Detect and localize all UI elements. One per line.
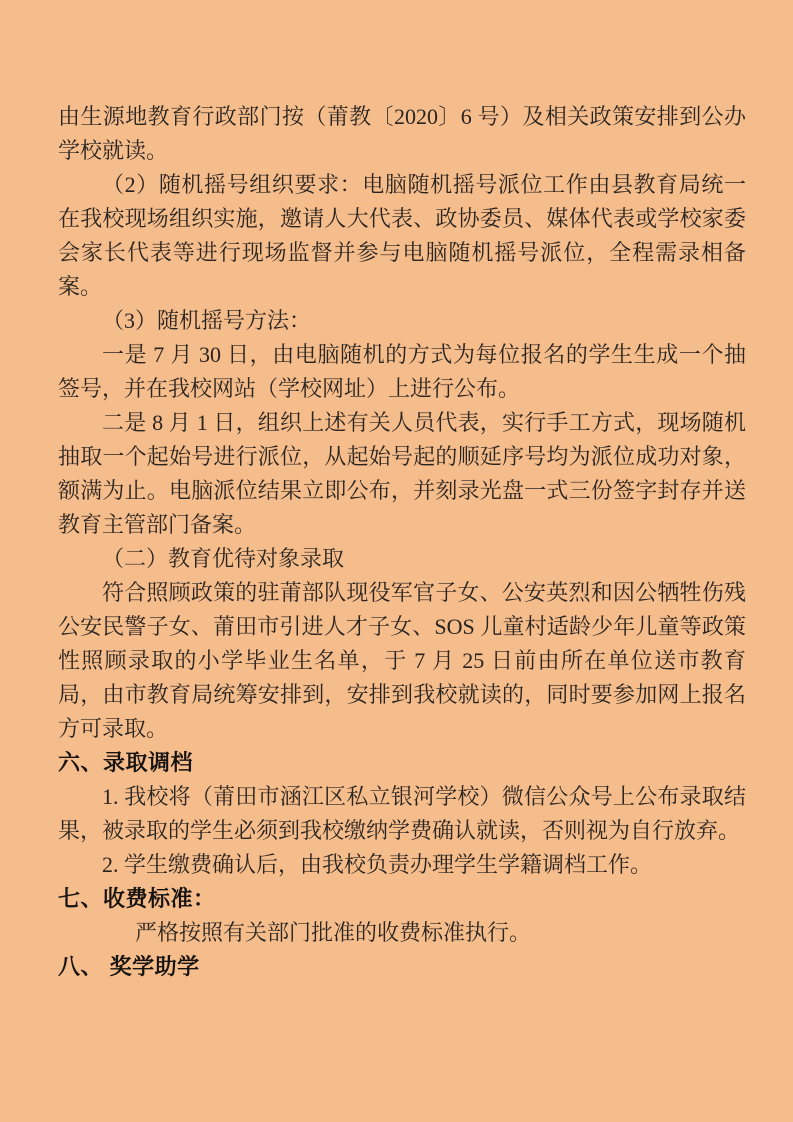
body-paragraph-step-two: 二是 8 月 1 日，组织上述有关人员代表，实行手工方式，现场随机抽取一个起始号进行派位，从起始号起的顺延序号均为派位成功对象，额满为止。电脑派位结果立即公布，并刻录光盘一式三份签字封存并送教育主管部门备案。 — [58, 410, 746, 537]
body-paragraph-continuation: 由生源地教育行政部门按（莆教〔2020〕6 号）及相关政策安排到公办学校就读。 — [58, 104, 746, 163]
section-heading-fee-standard: 七、收费标准： — [58, 886, 216, 911]
section-heading-admission-file-transfer: 六、录取调档 — [58, 750, 194, 775]
body-paragraph-admission-item-1: 1. 我校将（莆田市涵江区私立银河学校）微信公众号上公布录取结果，被录取的学生必须到我校缴纳学费确认就读，否则视为自行放弃。 — [58, 784, 746, 843]
section-heading-scholarship: 八、 奖学助学 — [58, 954, 200, 979]
body-paragraph-step-one: 一是 7 月 30 日，由电脑随机的方式为每位报名的学生生成一个抽签号，并在我校网站（学校网址）上进行公布。 — [58, 342, 746, 401]
document-body — [58, 100, 746, 984]
body-paragraph-admission-item-2: 2. 学生缴费确认后，由我校负责办理学生学籍调档工作。 — [102, 852, 653, 877]
body-paragraph-random-draw-method: （3）随机摇号方法： — [102, 308, 312, 333]
body-paragraph-fee-standard: 严格按照有关部门批准的收费标准执行。 — [135, 920, 532, 945]
body-paragraph-preferential-policy: 符合照顾政策的驻莆部队现役军官子女、公安英烈和因公牺牲伤残公安民警子女、莆田市引进人才子女、SOS 儿童村适龄少年儿童等政策性照顾录取的小学毕业生名单，于 7 月 25 日前由所在单位送市教育局，由市教育局统筹安排到，安排到我校就读的，同时要参加网上报名方可录取。 — [58, 580, 746, 741]
body-paragraph-random-draw-requirements: （2）随机摇号组织要求：电脑随机摇号派位工作由县教育局统一在我校现场组织实施，邀请人大代表、政协委员、媒体代表或学校家委会家长代表等进行现场监督并参与电脑随机摇号派位，全程需录相备案。 — [58, 172, 746, 299]
subheading-preferential-admission: （二）教育优待对象录取 — [102, 546, 345, 571]
